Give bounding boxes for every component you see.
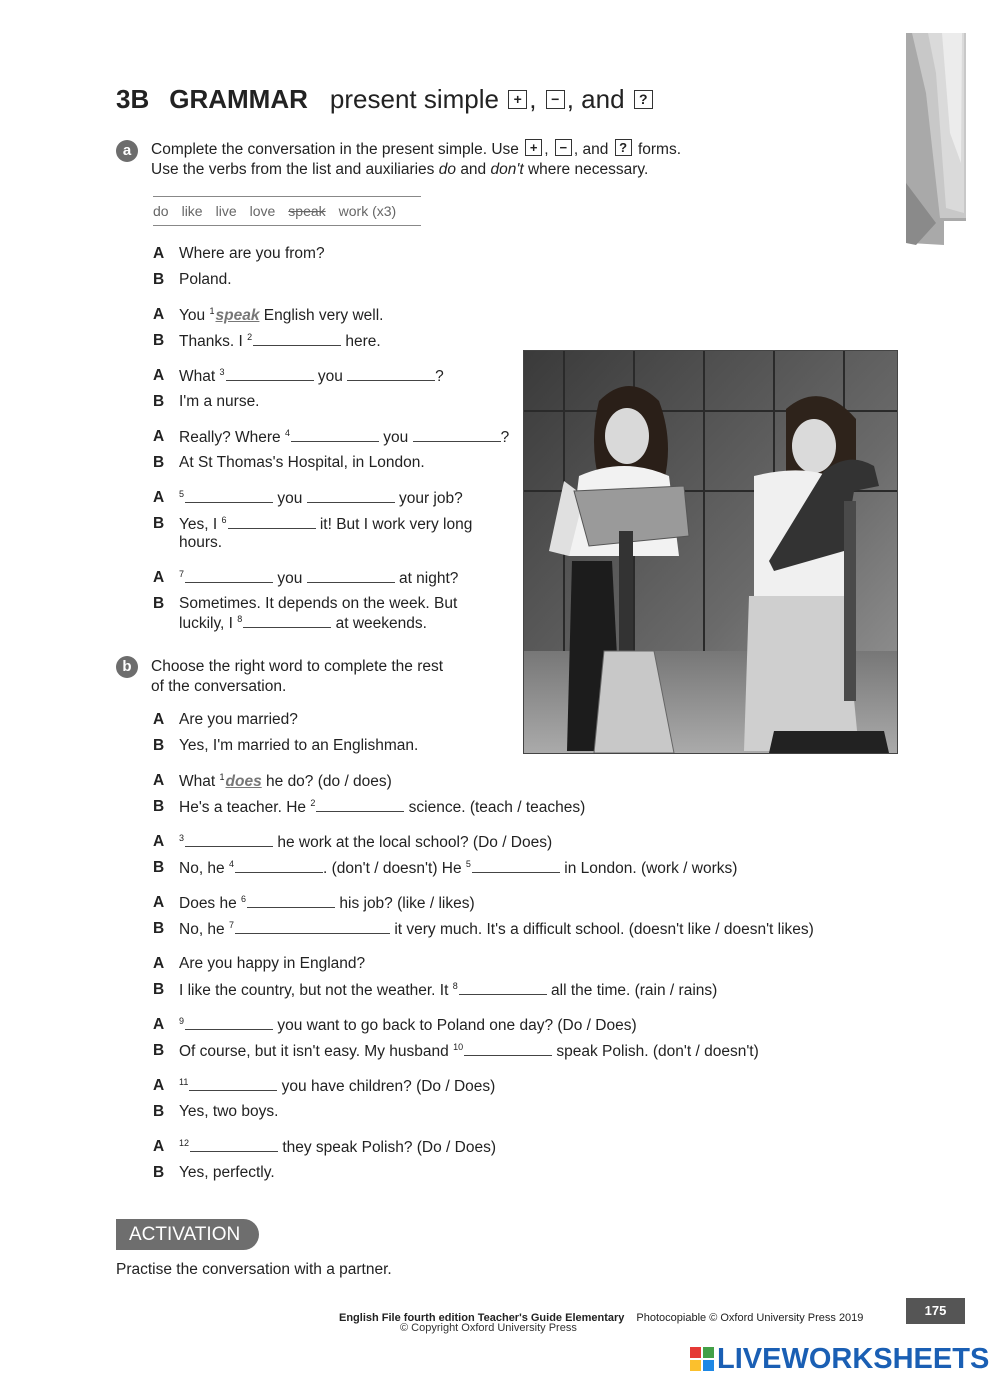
copyright-notice: © Copyright Oxford University Press bbox=[400, 1322, 577, 1334]
page-tab-decoration bbox=[906, 33, 968, 245]
liveworksheets-logo-icon bbox=[690, 1347, 714, 1371]
answer-blank[interactable] bbox=[464, 1043, 552, 1056]
answer-blank[interactable] bbox=[253, 333, 341, 346]
answer-blank[interactable] bbox=[235, 860, 323, 873]
plus-icon: + bbox=[508, 90, 527, 109]
answer-blank[interactable] bbox=[228, 516, 316, 529]
answer-blank[interactable] bbox=[316, 799, 404, 812]
part-b-instruction: Choose the right word to complete the rest of the conversation. bbox=[151, 658, 444, 695]
answer-blank[interactable] bbox=[185, 1017, 273, 1030]
question-icon: ? bbox=[634, 90, 653, 109]
unit-code: 3B bbox=[116, 84, 150, 114]
answer-blank[interactable] bbox=[185, 834, 273, 847]
question-icon: ? bbox=[615, 139, 632, 156]
answer-blank[interactable] bbox=[413, 429, 501, 442]
word-list-item: work (x3) bbox=[338, 203, 397, 219]
part-a-label: a bbox=[116, 140, 138, 162]
title-subtitle: present simple bbox=[329, 84, 499, 114]
answer-blank[interactable] bbox=[189, 1078, 277, 1091]
answer-blank[interactable] bbox=[226, 368, 314, 381]
page-title: 3B GRAMMAR present simple + , − , and ? bbox=[116, 84, 655, 115]
page-number: 175 bbox=[906, 1298, 965, 1324]
example-answer: does bbox=[225, 773, 262, 790]
plus-icon: + bbox=[525, 139, 542, 156]
answer-blank[interactable] bbox=[307, 490, 395, 503]
answer-blank[interactable] bbox=[247, 895, 335, 908]
answer-blank[interactable] bbox=[185, 570, 273, 583]
liveworksheets-brand: LIVEWORKSHEETS bbox=[717, 1343, 990, 1375]
answer-blank[interactable] bbox=[185, 490, 273, 503]
word-list-item: do bbox=[153, 203, 169, 219]
answer-blank[interactable] bbox=[235, 921, 390, 934]
answer-blank[interactable] bbox=[459, 982, 547, 995]
liveworksheets-logo[interactable] bbox=[690, 1344, 989, 1374]
minus-icon: − bbox=[555, 139, 572, 156]
example-answer: speak bbox=[215, 307, 260, 324]
answer-blank[interactable] bbox=[243, 615, 331, 628]
part-b-label: b bbox=[116, 656, 138, 678]
answer-blank[interactable] bbox=[472, 860, 560, 873]
word-list-item: live bbox=[215, 203, 237, 219]
word-list-item-used: speak bbox=[288, 203, 326, 219]
activation-text: Practise the conversation with a partner. bbox=[116, 1261, 392, 1278]
gym-photo bbox=[523, 350, 898, 754]
word-list-item: like bbox=[181, 203, 203, 219]
minus-icon: − bbox=[546, 90, 565, 109]
answer-blank[interactable] bbox=[190, 1139, 278, 1152]
photo-two-women-exercise-bikes bbox=[524, 351, 897, 753]
activation-banner: ACTIVATION bbox=[116, 1219, 259, 1250]
word-list-item: love bbox=[249, 203, 276, 219]
answer-blank[interactable] bbox=[291, 429, 379, 442]
answer-blank[interactable] bbox=[307, 570, 395, 583]
footer-credits: English File fourth edition Teacher's Guide Elementary Photocopiable © Oxford University Press 2019 bbox=[339, 1312, 864, 1324]
section-name: GRAMMAR bbox=[169, 84, 308, 114]
part-a-instruction: Complete the conversation in the present simple. Use + , − , and ? forms. Use the verbs from the list and auxiliaries do and don't where necessary. bbox=[151, 140, 682, 178]
answer-blank[interactable] bbox=[347, 368, 435, 381]
word-list-box bbox=[153, 196, 421, 226]
